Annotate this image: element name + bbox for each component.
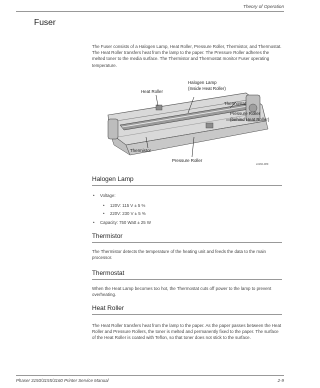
thermostat-heading: Thermostat <box>92 270 282 280</box>
figure-id: s3160-089 <box>256 163 269 166</box>
capacity-bullet: • Capacity: 750 Watt ± 25 W <box>100 220 151 225</box>
fuser-intro-paragraph: The Fuser consists of a Halogen Lamp, Heat Roller, Pressure Roller, Thermistor, and Thermostat. The Heat Roller transfers heat from the lamp to the paper. The Pressure Roller adheres the melted toner to the media surface. The Thermistor and Thermostat monitor Fuser operating temperature. <box>92 44 282 68</box>
page-number: 2-9 <box>277 378 284 383</box>
voltage-bullet: • Voltage: <box>100 193 116 198</box>
thermostat-paragraph: When the Heat Lamp becomes too hot, the Thermostat cuts off power to the lamp to prevent overheating. <box>92 286 272 298</box>
callout-pressure-roller-behind-note: (behind Heat Roller) <box>230 117 270 122</box>
voltage-220-bullet: • 220V: 230 V ± 5 % <box>110 211 146 216</box>
heat-roller-paragraph: The Heat Roller transfers heat from the lamp to the paper. As the paper passes between the Heat Roller and Pressure Rollers, the toner is melted and permanently fixed to the paper. The surface of the Heat Roller is coated with Teflon, so that toner does not stick to the surface. <box>92 323 282 341</box>
thermistor-paragraph: The Thermistor detects the temperature of the heating unit and feeds the data to the main processor. <box>92 249 266 261</box>
fuser-assembly-illustration <box>96 75 274 167</box>
callout-thermostat: Thermostat <box>224 101 247 106</box>
section-title: Fuser <box>34 17 56 27</box>
voltage-120-bullet: • 120V: 115 V ± 5 % <box>110 203 145 208</box>
heat-roller-heading: Heat Roller <box>92 305 282 315</box>
callout-halogen-lamp-note: (Inside Heat Roller) <box>188 86 226 91</box>
thermistor-heading: Thermistor <box>92 233 282 243</box>
callout-pressure-roller: Pressure Roller <box>172 158 203 163</box>
callout-pressure-roller-behind: Pressure Roller <box>230 111 261 116</box>
halogen-lamp-heading: Halogen Lamp <box>92 176 282 186</box>
header-divider <box>16 11 284 12</box>
callout-halogen-lamp: Halogen Lamp <box>188 80 217 85</box>
manual-title-footer: Phaser 3150/3155/3160 Printer Service Manual <box>16 378 109 383</box>
callout-heat-roller: Heat Roller <box>141 89 163 94</box>
footer-divider <box>16 375 284 376</box>
callout-thermistor: Thermistor <box>130 148 151 153</box>
chapter-header: Theory of Operation <box>243 4 284 9</box>
